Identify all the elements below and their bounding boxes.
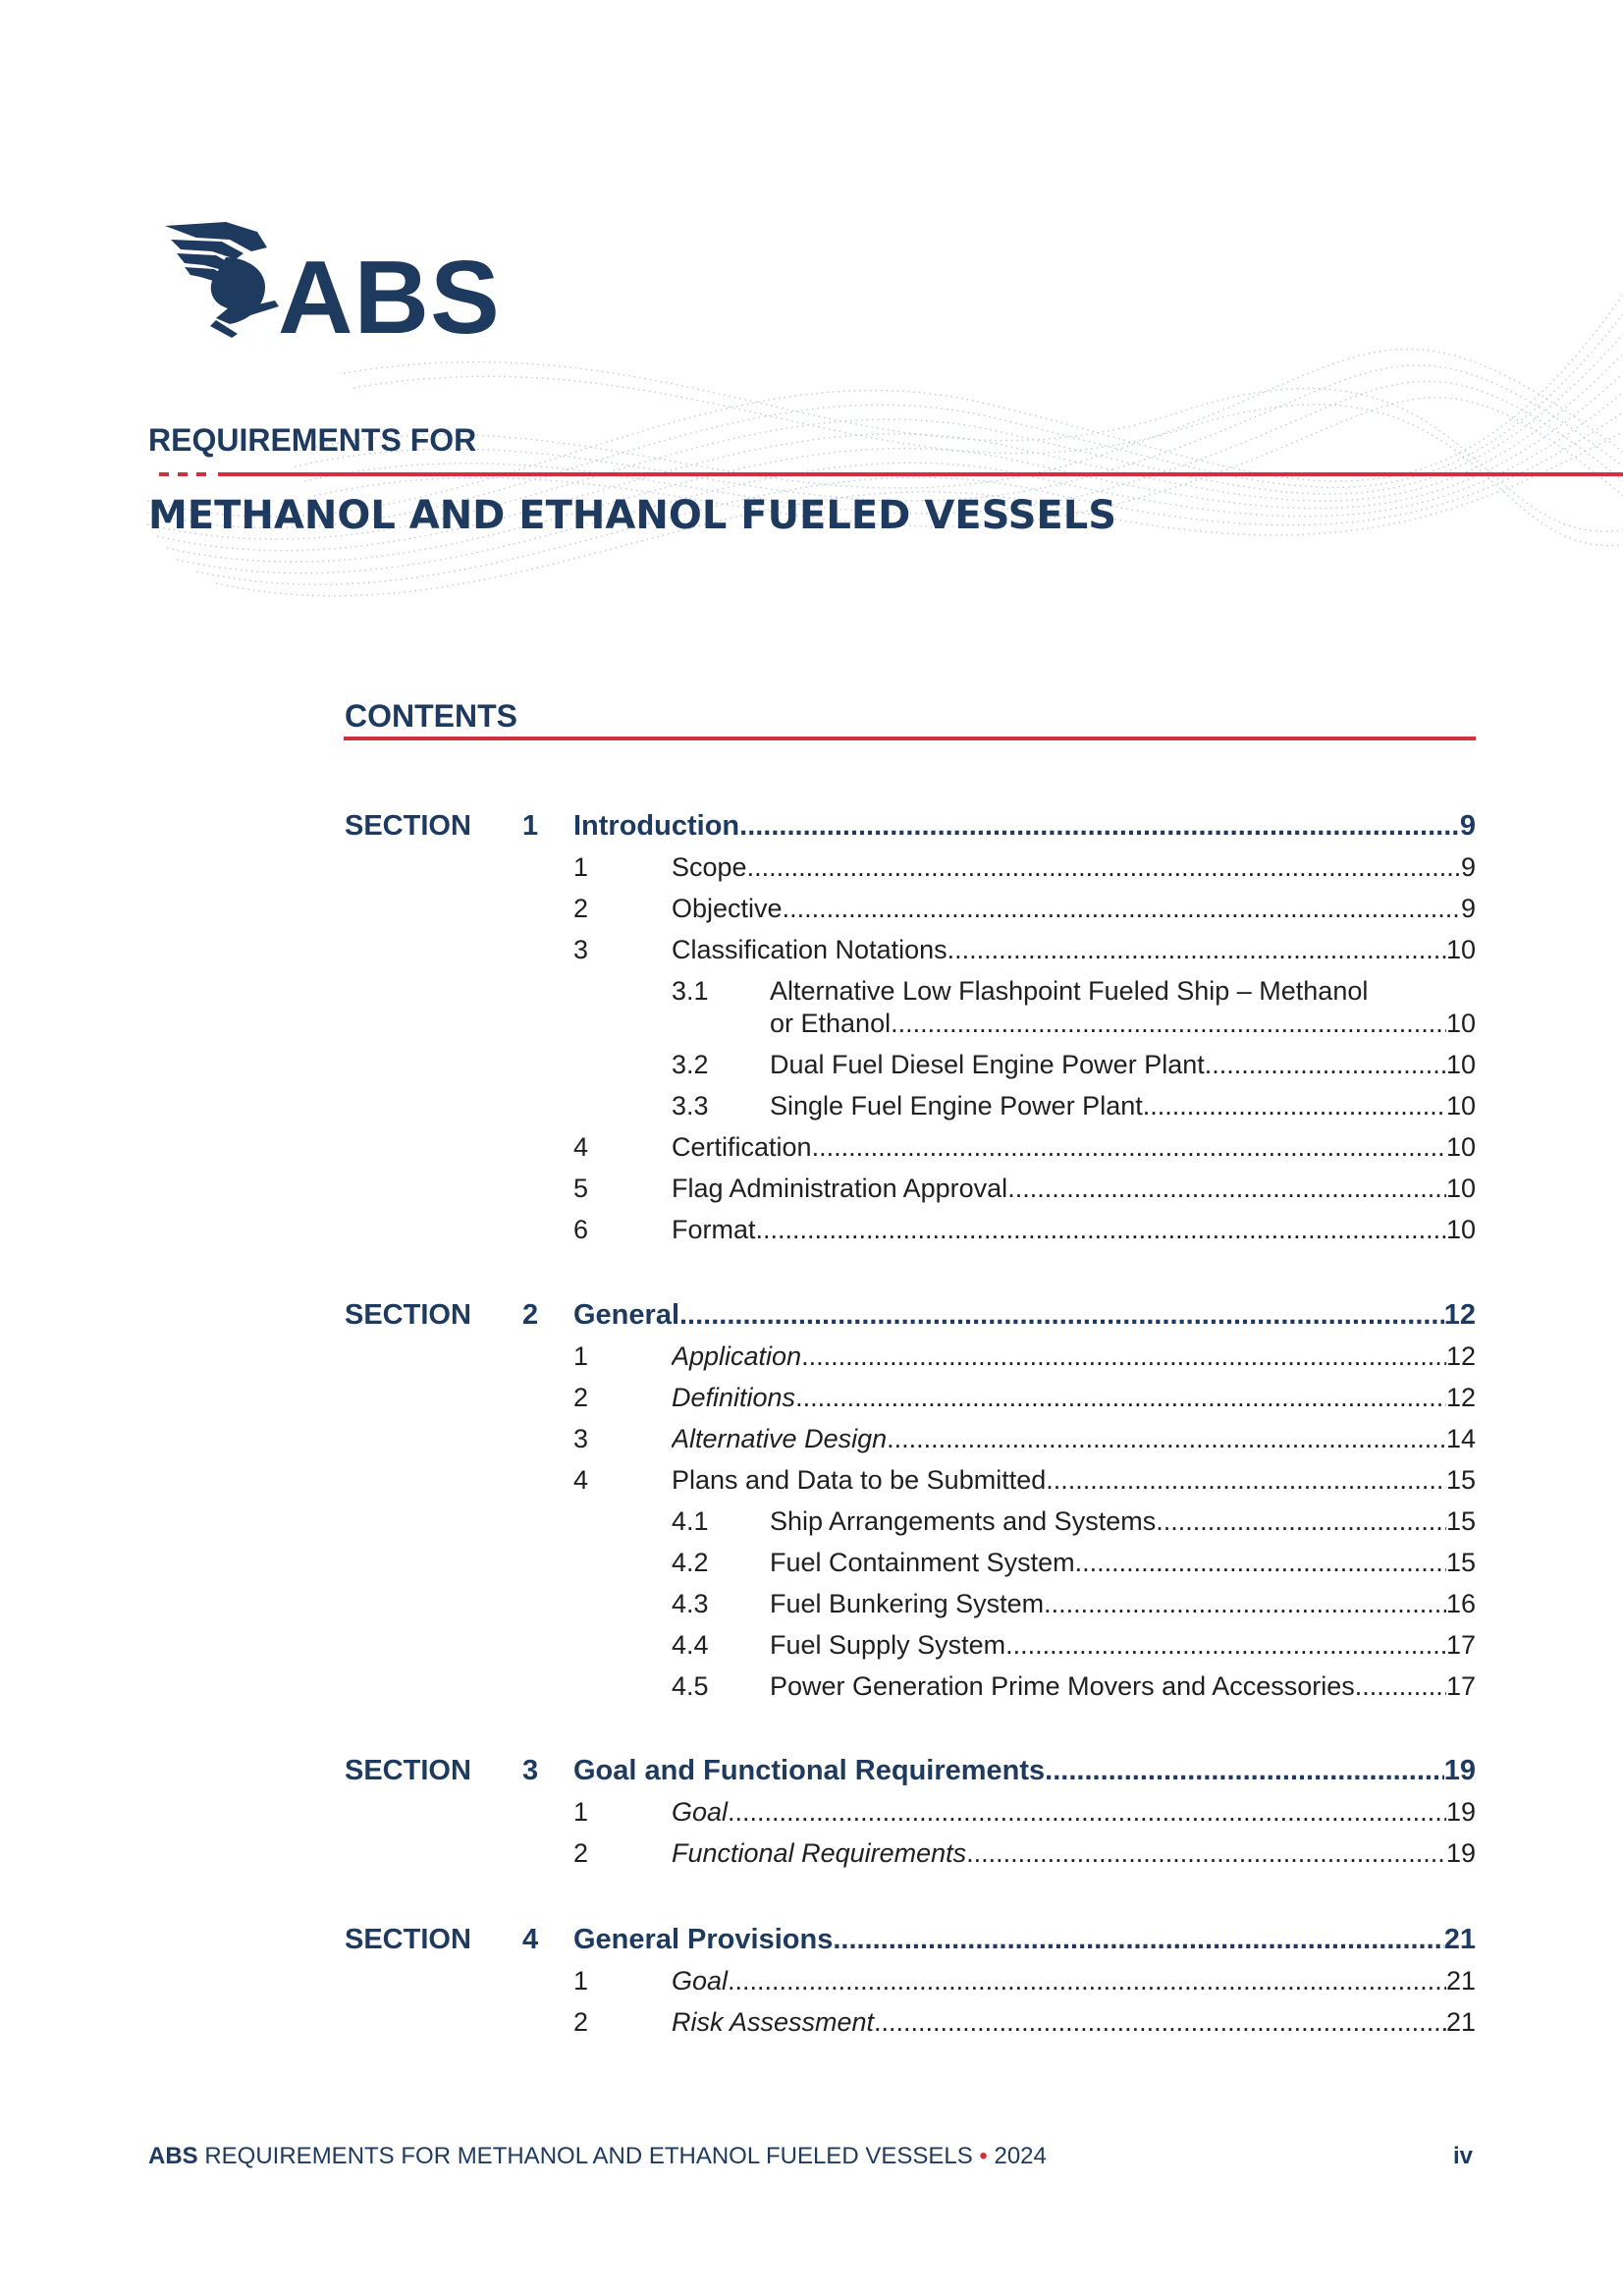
dot-leader [1156, 1504, 1446, 1538]
dot-leader [1046, 1463, 1446, 1497]
toc-item-page: 12 [1445, 1383, 1476, 1412]
toc-item-title: Functional Requirements [672, 1838, 967, 1868]
toc-entry-title: Goal and Functional Requirements [573, 1755, 1046, 1786]
footer-title: REQUIREMENTS FOR METHANOL AND ETHANOL FUELED VESSELS [204, 2143, 973, 2169]
dot-leader [756, 1213, 1446, 1246]
toc-item[interactable] [0, 1463, 1623, 1497]
toc-item-number: 1 [573, 1797, 589, 1827]
toc-item-page: 9 [1460, 894, 1476, 923]
dot-leader [1044, 1587, 1446, 1620]
dot-leader [795, 1381, 1446, 1414]
toc-item-number: 1 [573, 1966, 589, 1995]
dot-leader [747, 850, 1461, 884]
toc-item-number: 2 [573, 1383, 589, 1412]
toc-subitem[interactable] [0, 1628, 1623, 1662]
toc-subitem-page: 16 [1445, 1589, 1476, 1618]
toc-item-title: Risk Assessment [672, 2007, 875, 2037]
toc-item-page: 10 [1445, 935, 1476, 964]
toc-subitem-page: 10 [1445, 1091, 1476, 1121]
toc-subitem-title: Power Generation Prime Movers and Accessories [770, 1671, 1355, 1701]
dot-leader [874, 2005, 1446, 2039]
toc-subitem-title: Fuel Containment System [770, 1548, 1075, 1577]
toc-subitem-number: 3.3 [672, 1091, 709, 1121]
page-number: iv [1453, 2143, 1474, 2169]
footer-year: 2024 [994, 2143, 1047, 2169]
toc-subitem[interactable] [0, 974, 1623, 1008]
toc-item-title: Goal [672, 1797, 729, 1827]
toc-entry-page: 21 [1443, 1924, 1476, 1955]
dot-leader [1045, 1754, 1444, 1787]
footer-bullet: • [979, 2143, 988, 2169]
toc-item-page: 15 [1445, 1465, 1476, 1495]
toc-item[interactable] [0, 1422, 1623, 1455]
toc-item[interactable] [0, 1130, 1623, 1164]
toc-subitem-number: 3.2 [672, 1050, 709, 1079]
toc-item-title: Objective [672, 894, 783, 923]
toc-subitem-page: 15 [1445, 1506, 1476, 1536]
toc-item[interactable] [0, 933, 1623, 966]
toc-item-page: 19 [1445, 1797, 1476, 1827]
toc-subitem-number: 4.4 [672, 1630, 709, 1660]
toc-item-page: 10 [1445, 1132, 1476, 1162]
toc-item-title: Classification Notations [672, 935, 947, 964]
toc-subitem-title: Ship Arrangements and Systems [770, 1506, 1157, 1536]
section-label: SECTION [345, 1299, 471, 1331]
toc-item[interactable] [0, 1339, 1623, 1373]
toc-subitem-continuation[interactable] [0, 1007, 1623, 1040]
toc-item-number: 1 [573, 852, 589, 882]
toc-item-title: Certification [672, 1132, 812, 1162]
toc-item[interactable] [0, 892, 1623, 925]
toc-item[interactable] [0, 1836, 1623, 1870]
requirements-for-label: REQUIREMENTS FOR [148, 422, 477, 458]
toc-item-number: 2 [573, 2007, 589, 2037]
dot-leader [887, 1422, 1446, 1455]
toc-item[interactable] [0, 1213, 1623, 1246]
section-label: SECTION [345, 1755, 471, 1786]
toc-item-title: Flag Administration Approval [672, 1174, 1008, 1203]
toc-entry-general[interactable] [573, 1298, 1476, 1332]
dot-leader [1205, 1048, 1446, 1081]
document-title: METHANOL AND ETHANOL FUELED VESSELS [148, 493, 1117, 538]
dot-leader [833, 1923, 1443, 1956]
toc-item-page: 12 [1445, 1341, 1476, 1371]
toc-entry-page: 12 [1443, 1299, 1476, 1331]
toc-item-number: 1 [573, 1341, 589, 1371]
toc-subitem[interactable] [0, 1587, 1623, 1620]
toc-item-title: Goal [672, 1966, 729, 1995]
toc-item[interactable] [0, 1172, 1623, 1205]
dot-leader [679, 1298, 1444, 1332]
toc-subitem[interactable] [0, 1089, 1623, 1122]
toc-subitem-page: 17 [1445, 1630, 1476, 1660]
toc-item-number: 3 [573, 1424, 589, 1453]
toc-item-page: 10 [1445, 1215, 1476, 1244]
toc-subitem-page: 10 [1445, 1009, 1476, 1038]
toc-item-number: 3 [573, 935, 589, 964]
toc-subitem-page: 15 [1445, 1548, 1476, 1577]
dot-leader [1007, 1172, 1446, 1205]
dot-leader [947, 933, 1446, 966]
dot-leader [891, 1007, 1446, 1040]
dot-leader [728, 1795, 1446, 1829]
toc-item-title: Format [672, 1215, 756, 1244]
toc-subitem-number: 4.1 [672, 1506, 709, 1536]
toc-item[interactable] [0, 1795, 1623, 1829]
toc-subitem-title: Dual Fuel Diesel Engine Power Plant [770, 1050, 1205, 1079]
toc-subitem-number: 3.1 [672, 976, 709, 1006]
toc-item-page: 14 [1445, 1424, 1476, 1453]
toc-subitem-title: Single Fuel Engine Power Plant [770, 1091, 1143, 1121]
contents-red-rule [344, 737, 1476, 740]
dot-leader [1143, 1089, 1446, 1122]
toc-subitem-page: 10 [1445, 1050, 1476, 1079]
toc-item-page: 10 [1445, 1174, 1476, 1203]
toc-item-number: 4 [573, 1465, 589, 1495]
toc-item-title: Plans and Data to be Submitted [672, 1465, 1047, 1495]
dot-leader [1075, 1546, 1446, 1579]
toc-item[interactable] [0, 1381, 1623, 1414]
dot-leader [1355, 1669, 1446, 1703]
toc-item[interactable] [0, 1964, 1623, 1997]
section-number: 1 [522, 810, 539, 842]
toc-entry-title: General Provisions [573, 1924, 834, 1955]
section-number: 2 [522, 1299, 539, 1331]
toc-section-1[interactable] [0, 809, 1623, 843]
toc-subitem[interactable] [0, 1504, 1623, 1538]
toc-entry-goal-functional[interactable] [573, 1754, 1476, 1787]
toc-item-title: Definitions [672, 1383, 796, 1412]
toc-entry-title: Introduction [573, 810, 740, 842]
toc-subitem-number: 4.2 [672, 1548, 709, 1577]
red-dash-accent [159, 472, 215, 490]
toc-subitem-title-line1: Alternative Low Flashpoint Fueled Ship – Methanol [770, 976, 1369, 1006]
toc-item-number: 6 [573, 1215, 589, 1244]
toc-item-title: Alternative Design [672, 1424, 888, 1453]
toc-subitem-number: 4.5 [672, 1671, 709, 1701]
toc-section-4[interactable] [0, 1923, 1623, 1956]
toc-entry-title: General [573, 1299, 679, 1331]
section-label: SECTION [345, 810, 471, 842]
section-label: SECTION [345, 1924, 471, 1955]
toc-item-page: 9 [1460, 852, 1476, 882]
header-red-rule [218, 472, 1623, 476]
footer-brand: ABS [148, 2143, 198, 2169]
page-footer [148, 2143, 1047, 2170]
dot-leader [783, 892, 1461, 925]
toc-subitem-title: Fuel Supply System [770, 1630, 1006, 1660]
dot-leader [1005, 1628, 1446, 1662]
toc-subitem[interactable] [0, 1546, 1623, 1579]
toc-subitem-title: Fuel Bunkering System [770, 1589, 1045, 1618]
toc-item-number: 5 [573, 1174, 589, 1203]
toc-item-page: 19 [1445, 1838, 1476, 1868]
toc-entry-page: 19 [1443, 1755, 1476, 1786]
abs-logo-text: ABS [278, 240, 501, 355]
toc-section-3[interactable] [0, 1754, 1623, 1787]
toc-subitem-page: 17 [1445, 1671, 1476, 1701]
toc-item-page: 21 [1445, 2007, 1476, 2037]
toc-item[interactable] [0, 2005, 1623, 2039]
toc-subitem[interactable] [0, 1048, 1623, 1081]
toc-item-page: 21 [1445, 1966, 1476, 1995]
toc-item-title: Application [672, 1341, 802, 1371]
dot-leader [801, 1339, 1446, 1373]
toc-entry-general-provisions[interactable] [573, 1923, 1476, 1956]
toc-entry-page: 9 [1459, 810, 1476, 842]
dot-leader [728, 1964, 1446, 1997]
section-number: 3 [522, 1755, 539, 1786]
toc-subitem[interactable] [0, 1669, 1623, 1703]
dot-leader [966, 1836, 1446, 1870]
toc-section-2[interactable] [0, 1298, 1623, 1332]
toc-subitem-title: or Ethanol [770, 1009, 892, 1038]
contents-heading: CONTENTS [345, 698, 517, 734]
toc-item-number: 2 [573, 1838, 589, 1868]
toc-item-number: 4 [573, 1132, 589, 1162]
toc-entry-introduction[interactable] [573, 809, 1476, 843]
toc-item[interactable] [0, 850, 1623, 884]
section-number: 4 [522, 1924, 539, 1955]
toc-item-title: Scope [672, 852, 747, 882]
toc-item-number: 2 [573, 894, 589, 923]
toc-subitem-number: 4.3 [672, 1589, 709, 1618]
dot-leader [739, 809, 1460, 843]
dot-leader [812, 1130, 1446, 1164]
